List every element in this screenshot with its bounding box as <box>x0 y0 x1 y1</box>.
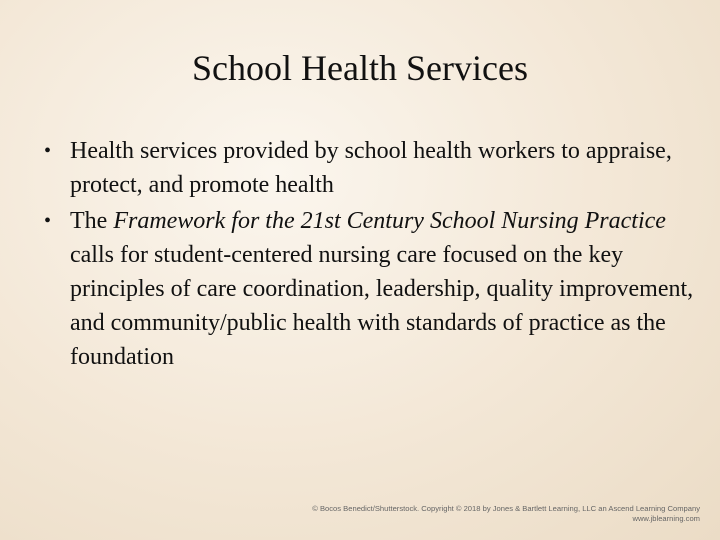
bullet-text-suffix: calls for student-centered nursing care focused on the key principles of care coordination, leadership, quality improvement, and community/public health with standards of practice as the foundation <box>70 242 694 370</box>
bullet-item <box>44 134 694 202</box>
slide-title: School Health Services <box>192 48 528 88</box>
copyright-text: © Bocos Benedict/Shutterstock. Copyright © 2018 by Jones & Bartlett Learning, LLC an Ascend Learning Company <box>312 504 700 513</box>
bullet-text: Health services provided by school health workers to appraise, protect, and promote health <box>70 138 672 198</box>
website-text: www.jblearning.com <box>632 514 700 523</box>
bullet-text-italic: Framework for the 21st Century School Nursing Practice <box>113 208 666 234</box>
bullet-icon: • <box>44 210 52 232</box>
bullet-list <box>44 134 694 376</box>
copyright-footer <box>312 504 700 524</box>
bullet-icon: • <box>44 140 52 162</box>
bullet-item <box>44 204 694 374</box>
bullet-text-prefix: The <box>70 208 114 234</box>
